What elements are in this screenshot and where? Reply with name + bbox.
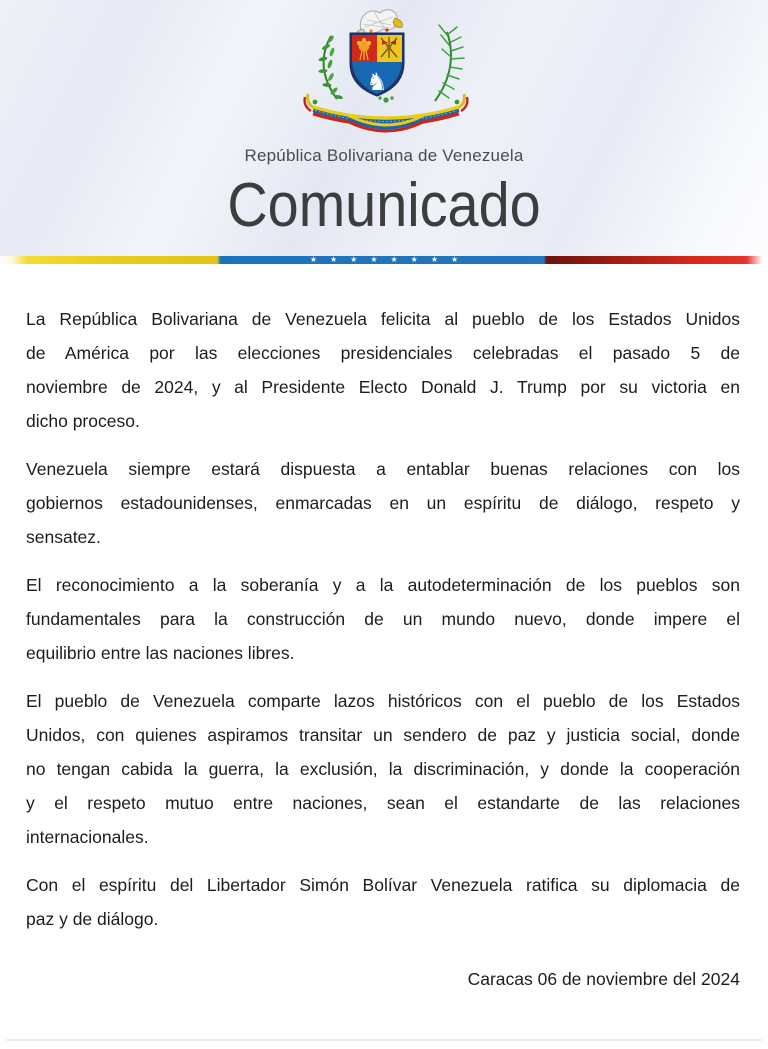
star-icon: ★	[309, 255, 317, 264]
paragraph	[26, 302, 740, 438]
country-name: República Bolivariana de Venezuela	[244, 146, 524, 165]
text-line: de América por las elecciones presidenciales celebradas el pasado 5 de	[26, 343, 740, 363]
paragraph	[26, 868, 740, 936]
star-icon: ★	[390, 255, 398, 264]
flag-stripe	[0, 256, 768, 264]
text-line: dicho proceso.	[26, 411, 140, 431]
text-line: no tengan cabida la guerra, la exclusión, la discriminación, y donde la cooperación	[26, 759, 740, 779]
letterhead	[0, 0, 768, 256]
venezuela-coat-of-arms-icon	[301, 5, 471, 139]
text-line: fundamentales para la construcción de un mundo nuevo, donde impere el	[26, 609, 740, 629]
paragraph	[26, 452, 740, 554]
dateline: Caracas 06 de noviembre del 2024	[467, 969, 740, 989]
text-line: gobiernos estadounidenses, enmarcadas en un espíritu de diálogo, respeto y	[26, 493, 740, 513]
star-icon: ★	[410, 255, 418, 264]
paragraph	[26, 568, 740, 670]
text-line: paz y de diálogo.	[26, 909, 159, 929]
olive-branch-icon	[318, 35, 343, 100]
white-horse-icon: ♞	[366, 68, 388, 96]
text-line: noviembre de 2024, y al Presidente Electo Donald J. Trump por su victoria en	[26, 377, 740, 397]
palm-branch-icon	[435, 25, 464, 101]
document-title: Comunicado	[227, 171, 541, 240]
shield-icon	[350, 33, 404, 96]
star-icon: ★	[329, 255, 338, 264]
text-line: Con el espíritu del Libertador Simón Bolívar Venezuela ratifica su diplomacia de	[26, 875, 740, 895]
star-icon: ★	[430, 255, 439, 264]
text-line: El reconocimiento a la soberanía y a la autodeterminación de los pueblos son	[26, 575, 740, 595]
document-body	[26, 302, 740, 950]
text-line: sensatez.	[26, 527, 101, 547]
star-icon: ★	[451, 255, 459, 264]
star-icon: ★	[350, 255, 358, 264]
text-line: La República Bolivariana de Venezuela felicita al pueblo de los Estados Unidos	[26, 309, 740, 329]
text-line: Unidos, con quienes aspiramos transitar un sendero de paz y justicia social, donde	[26, 725, 740, 745]
text-line: Venezuela siempre estará dispuesta a entablar buenas relaciones con los	[26, 459, 740, 479]
text-line: y el respeto mutuo entre naciones, sean el estandarte de las relaciones	[26, 793, 740, 813]
text-line: internacionales.	[26, 827, 149, 847]
text-line: El pueblo de Venezuela comparte lazos históricos con el pueblo de los Estados	[26, 691, 740, 711]
tricolor-ribbon-icon	[305, 94, 468, 131]
text-line: equilibrio entre las naciones libres.	[26, 643, 295, 663]
paragraph	[26, 684, 740, 854]
star-icon: ★	[370, 255, 378, 264]
page-bottom-edge	[6, 1039, 762, 1041]
